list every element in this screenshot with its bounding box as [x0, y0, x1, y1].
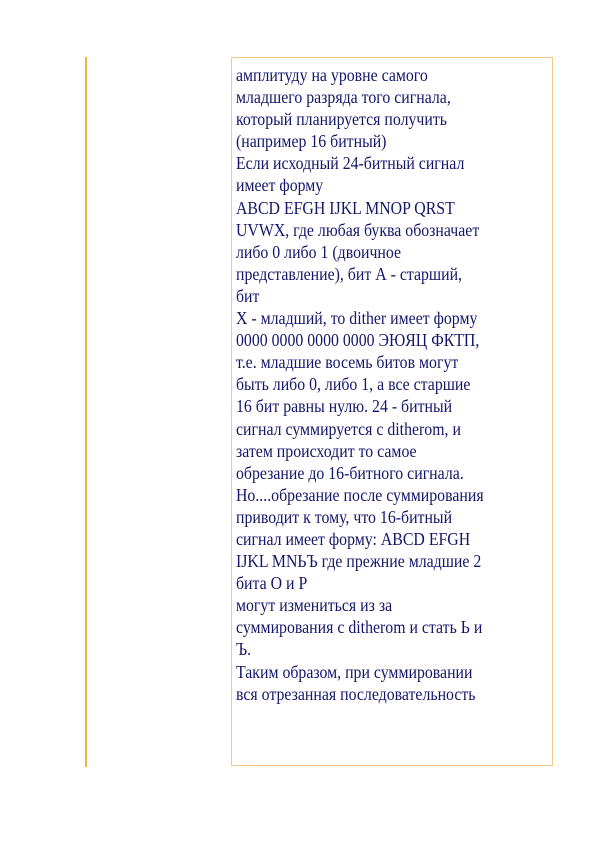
text-line: Ъ.: [236, 639, 252, 660]
left-margin-rule: [85, 57, 87, 767]
text-line: Если исходный 24-битный сигнал: [236, 153, 465, 174]
body-text: [236, 64, 552, 705]
text-line: амплитуду на уровне самого: [236, 65, 428, 85]
text-line: 0000 0000 0000 0000 ЭЮЯЦ ФКТП,: [236, 330, 480, 351]
text-line: представление), бит А - старший,: [236, 263, 463, 284]
text-line: бита О и Р: [236, 573, 308, 594]
text-line: младшего разряда того сигнала,: [236, 87, 451, 108]
text-line: суммирования с ditherom и стать Ь и: [236, 617, 483, 638]
text-line: сигнал суммируется с ditherom, и: [236, 418, 461, 439]
text-line: сигнал имеет форму: ABCD EFGH: [236, 528, 471, 549]
text-line: затем происходит то самое: [236, 440, 417, 461]
text-line: который планируется получить: [236, 109, 447, 130]
text-line: обрезание до 16-битного сигнала.: [236, 462, 464, 483]
text-line: UVWX, где любая буква обозначает: [236, 219, 480, 240]
text-line: вся отрезанная последовательность: [236, 683, 476, 704]
text-line: Таким образом, при суммировании: [236, 661, 473, 682]
text-line: либо 0 либо 1 (двоичное: [236, 241, 402, 262]
text-line: приводит к тому, что 16-битный: [236, 506, 453, 527]
text-line: X - младший, то dither имеет форму: [236, 308, 478, 329]
text-line: 16 бит равны нулю. 24 - битный: [236, 396, 453, 417]
text-line: Но....обрезание после суммирования: [236, 484, 484, 505]
text-line: т.е. младшие восемь битов могут: [236, 352, 459, 373]
text-line: быть либо 0, либо 1, а все старшие: [236, 374, 471, 395]
text-line: ABCD EFGH IJKL MNOP QRST: [236, 197, 455, 218]
text-line: (например 16 битный): [236, 131, 387, 152]
text-line: могут измениться из за: [236, 595, 393, 616]
text-line: имеет форму: [236, 175, 324, 196]
text-line: бит: [236, 285, 260, 306]
text-line: IJKL MNЬЪ где прежние младшие 2: [236, 551, 482, 572]
